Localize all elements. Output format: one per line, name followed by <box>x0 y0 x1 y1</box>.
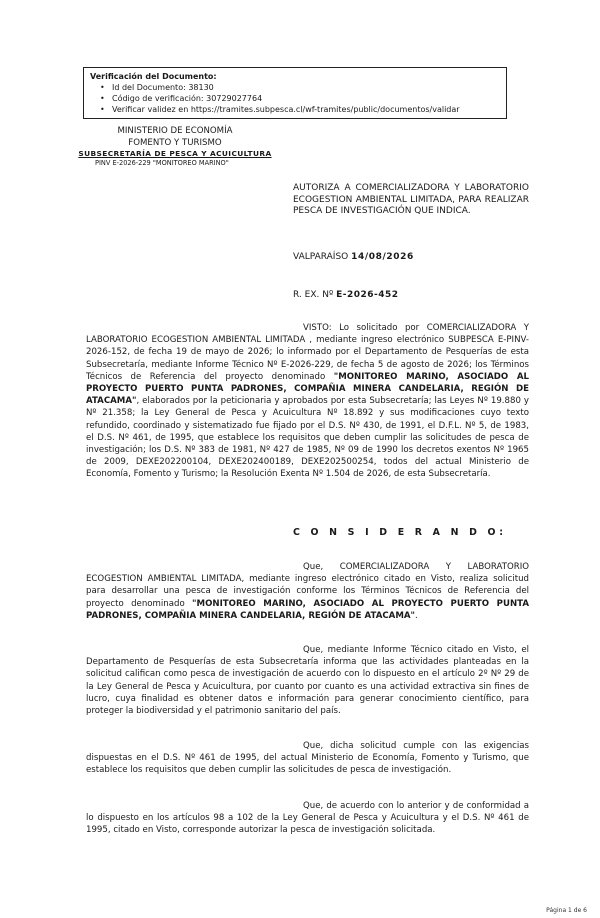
considerando-1-end: . <box>415 610 418 621</box>
verification-code: • Código de verificación: 30729027764 <box>112 93 502 104</box>
verification-box <box>83 67 507 119</box>
subsecretaria-heading: SUBSECRETARÍA DE PESCA Y ACUICULTURA <box>78 149 272 158</box>
rex-prefix: R. EX. Nº <box>293 290 334 300</box>
place-date <box>293 252 414 262</box>
resolution-number <box>293 290 399 300</box>
considerando-1-project-name: "MONITOREO MARINO, ASOCIADO AL PROYECTO PUERTO PUNTA PADRONES, COMPAÑIA MINERA CANDELARIA, REGIÓN DE ATACAMA" <box>86 598 529 621</box>
verification-title: Verificación del Documento: <box>90 72 217 81</box>
date: 14/08/2026 <box>351 252 414 262</box>
pinv-reference: PINV E-2026-229 "MONITOREO MARINO" <box>95 159 229 167</box>
rex-number: E-2026-452 <box>336 290 399 300</box>
visto-text-2: , elaborados por la peticionaria y aprobados por esta Subsecretaría; las Leyes Nº 19.880 y Nº 21.358; la Ley General de Pesca y Acuicultura Nº 18.892 y sus modificaciones cuyo texto refundido, coordinado y sistematizado fue fijado por el D.S. Nº 430, de 1991, el D.F.L. Nº 5, de 1983, el D.S. Nº 461, de 1995, que establece los requisitos que deben cumplir las solicitudes de pesca de investigación; los D.S. Nº 383 de 1981, Nº 427 de 1985, Nº 09 de 1990 los decretos exentos Nº 1965 de 2009, DEXE202200104, DEXE202400189, DEXE202500254, todos del actual Ministerio de Economía, Fomento y Turismo; la Resolución Exenta Nº 1.504 de 2026, de esta Subsecretaría. <box>86 396 529 480</box>
considerando-4-text: Que, de acuerdo con lo anterior y de conformidad a lo dispuesto en los artículos 98 a 102 de la Ley General de Pesca y Acuicultura y el D.S. Nº 461 de 1995, citado en Visto, corresponde autorizar la pesca de investigación solicitada. <box>86 801 529 836</box>
considerando-3-text: Que, dicha solicitud cumple con las exigencias dispuestas en el D.S. Nº 461 de 1995, del actual Ministerio de Economía, Fomento y Turismo, que establece los requisitos que deben cumplir las solicitudes de pesca de investigación. <box>86 741 529 776</box>
considerando-2-text: Que, mediante Informe Técnico citado en Visto, el Departamento de Pesquerías de esta Subsecretaría informa que las actividades planteadas en la solicitud califican como pesca de investigación de acuerdo con lo dispuesto en el artículo 2º Nº 29 de la Ley General de Pesca y Acuicultura, por cuanto por cuanto es una actividad extractiva sin fines de lucro, cuya finalidad es obtener datos e información para generar conocimiento científico, para proteger la biodiversidad y el patrimonio sanitario del país. <box>86 645 529 717</box>
considerando-heading: C O N S I D E R A N D O: <box>293 527 507 538</box>
visto-project-name: "MONITOREO MARINO, ASOCIADO AL PROYECTO PUERTO PUNTA PADRONES, COMPAÑIA MINERA CANDELARIA, REGIÓN DE ATACAMA" <box>86 371 529 407</box>
ministry-heading <box>66 125 284 149</box>
place: VALPARAÍSO <box>293 252 349 262</box>
document-id: • Id del Documento: 38130 <box>112 82 502 93</box>
visto-text-1: VISTO: Lo solicitado por COMERCIALIZADORA Y LABORATORIO ECOGESTION AMBIENTAL LIMITADA , mediante ingreso electrónico SUBPESCA E-PINV-2026-152, de fecha 19 de mayo de 2026; lo informado por el Departamento de Pesquerías de esta Subsecretaría, mediante Informe Técnico Nº E-2026-229, de fecha 5 de agosto de 2026; los Términos Técnicos de Referencia del proyecto denominado <box>86 323 529 382</box>
verification-url[interactable]: • Verificar validez en https://tramites.subpesca.cl/wf-tramites/public/documentos/validar <box>112 104 502 115</box>
ministry-line-2: FOMENTO Y TURISMO <box>128 138 222 148</box>
ministry-line-1: MINISTERIO DE ECONOMÍA <box>117 126 233 136</box>
considerando-1 <box>86 561 529 622</box>
considerando-1-text: Que, COMERCIALIZADORA Y LABORATORIO ECOGESTION AMBIENTAL LIMITADA, mediante ingreso electrónico citado en Visto, realiza solicitud para desarrollar una pesca de investigación conforme los Términos Técnicos de Referencia del proyecto denominado <box>86 562 529 609</box>
considerando-3 <box>86 740 529 777</box>
considerando-2 <box>86 644 529 717</box>
page-number: Página 1 de 6 <box>546 907 587 914</box>
verification-list <box>88 82 502 115</box>
resolution-subject: AUTORIZA A COMERCIALIZADORA Y LABORATORIO ECOGESTION AMBIENTAL LIMITADA, PARA REALIZAR PESCA DE INVESTIGACIÓN QUE INDICA. <box>293 183 529 217</box>
considerando-4 <box>86 800 529 837</box>
visto-paragraph <box>86 322 529 481</box>
